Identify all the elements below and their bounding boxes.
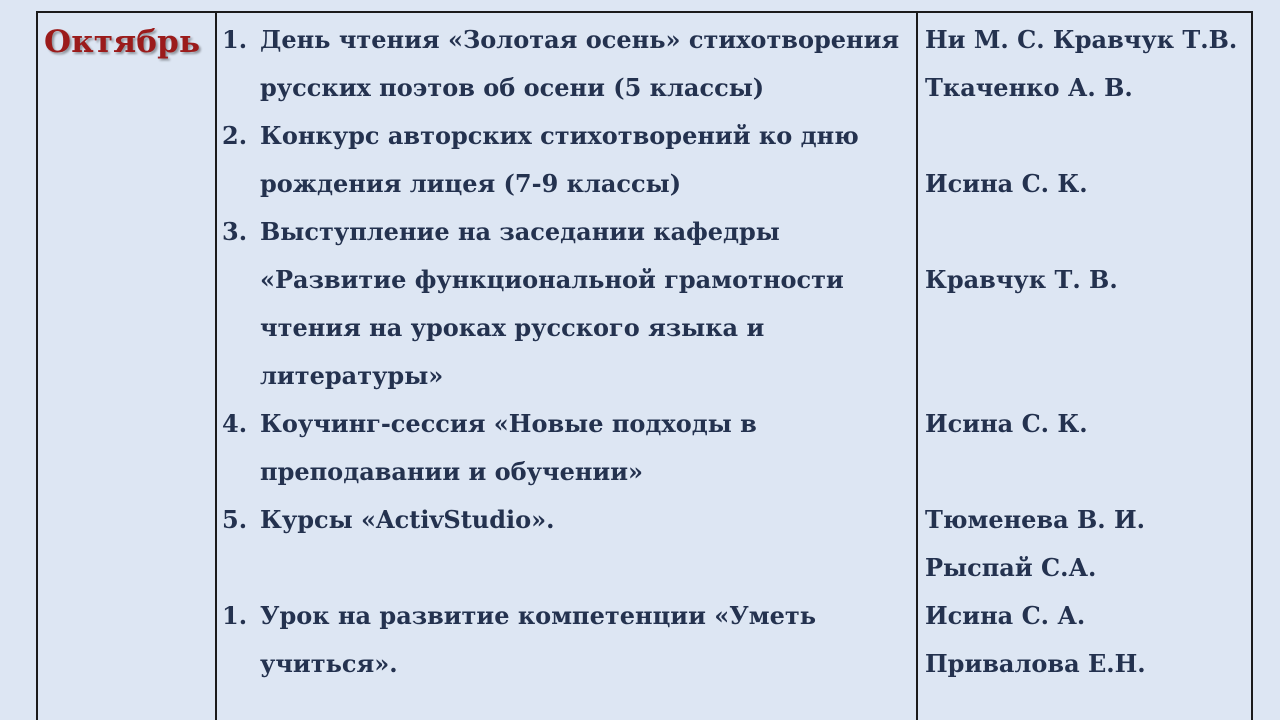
table-left-border (36, 11, 38, 720)
item-number: 3. (222, 217, 248, 246)
item-text-line: День чтения «Золотая осень» стихотворения (260, 25, 900, 54)
table-right-border (1251, 11, 1253, 720)
item-text-line: Конкурс авторских стихотворений ко дню (260, 121, 859, 150)
responsible-name: Привалова Е.Н. (925, 649, 1146, 678)
item-text-line: Урок на развитие компетенции «Уметь (260, 601, 817, 630)
item-text-line: литературы» (260, 361, 444, 390)
item-number: 4. (222, 409, 248, 438)
item-number: 5. (222, 505, 248, 534)
item-text-line: Выступление на заседании кафедры (260, 217, 780, 246)
item-text-line: преподавании и обучении» (260, 457, 644, 486)
table-top-border (36, 11, 1253, 13)
responsible-name: Рыспай С.А. (925, 553, 1097, 582)
responsible-name: Исина С. К. (925, 409, 1088, 438)
month-label: Октябрь (44, 24, 201, 60)
responsible-name: Ткаченко А. В. (925, 73, 1133, 102)
item-text-line: чтения на уроках русского языка и (260, 313, 765, 342)
responsible-name: Ни М. С. Кравчук Т.В. (925, 25, 1238, 54)
item-number: 2. (222, 121, 248, 150)
responsible-name: Исина С. К. (925, 169, 1088, 198)
responsible-name: Исина С. А. (925, 601, 1086, 630)
item-number: 1. (222, 601, 248, 630)
item-text-line: учиться». (260, 649, 398, 678)
item-text-line: рождения лицея (7-9 классы) (260, 169, 682, 198)
item-text-line: русских поэтов об осени (5 классы) (260, 73, 765, 102)
column-divider-1 (215, 11, 217, 720)
responsible-name: Кравчук Т. В. (925, 265, 1118, 294)
column-divider-2 (916, 11, 918, 720)
item-text-line: Коучинг-сессия «Новые подходы в (260, 409, 757, 438)
item-number: 1. (222, 25, 248, 54)
item-text-line: «Развитие функциональной грамотности (260, 265, 844, 294)
item-text-line: Курсы «ActivStudio». (260, 505, 555, 534)
responsible-name: Тюменева В. И. (925, 505, 1146, 534)
